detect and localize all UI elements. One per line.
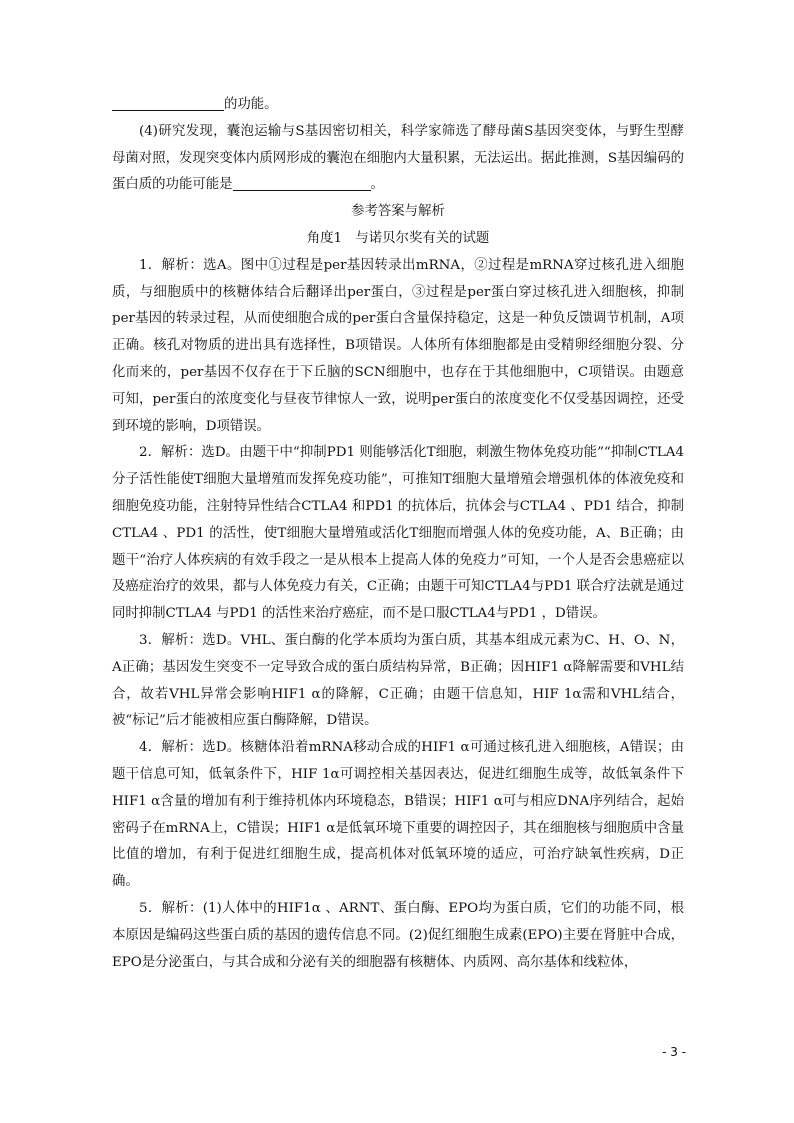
document-body	[112, 92, 684, 976]
answer-5: 5．解析：(1)人体中的HIF1α 、ARNT、蛋白酶、EPO均为蛋白质，它们的功能不同，根本原因是编码这些蛋白质的基因的遗传信息不同。(2)促红细胞生成素(EPO)主要在肾脏中合成，EPO是分泌蛋白，与其合成和分泌有关的细胞器有核糖体、内质网、高尔基体和线粒体，	[112, 900, 684, 970]
question-4: (4)研究发现，囊泡运输与S基因密切相关，科学家筛选了酵母菌S基因突变体，与野生型酵母菌对照，发现突变体内质网形成的囊泡在细胞内大量积累，无法运出。据此推测，S基因编码的蛋白质的功能可能是 。	[112, 123, 684, 193]
answer-4: 4．解析：选D。核糖体沿着mRNA移动合成的HIF1 α可通过核孔进入细胞核，A错误；由题干信息可知，低氧条件下，HIF 1α可调控相关基因表达，促进红细胞生成等，故低氧条件下HIF1 α含量的增加有利于维持机体内环境稳态，B错误；HIF1 α可与相应DNA序列结合，起始密码子在mRNA上，C错误；HIF1 α是低氧环境下重要的调控因子，其在细胞核与细胞质中含量比值的增加，有利于促进红细胞生成，提高机体对低氧环境的适应，可治疗缺氧性疾病，D正确。	[112, 740, 684, 890]
answer-3: 3．解析：选D。VHL、蛋白酶的化学本质均为蛋白质，其基本组成元素为C、H、O、N，A正确；基因发生突变不一定导致合成的蛋白质结构异常，B正确；因HIF1 α降解需要和VHL结合，故若VHL异常会影响HIF1 α的降解，C正确；由题干信息知，HIF 1α需和VHL结合，被“标记”后才能被相应蛋白酶降解，D错误。	[112, 632, 684, 729]
answer-1: 1．解析：选A。图中①过程是per基因转录出mRNA，②过程是mRNA穿过核孔进入细胞质，与细胞质中的核糖体结合后翻译出per蛋白，③过程是per蛋白穿过核孔进入细胞核，抑制per基因的转录过程，从而使细胞合成的per蛋白含量保持稳定，这是一种负反馈调节机制，A项正确。核孔对物质的进出具有选择性，B项错误。人体所有体细胞都是由受精卵经细胞分裂、分化而来的，per基因不仅存在于下丘脑的SCN细胞中，也存在于其他细胞中，C项错误。由题意可知，per蛋白的浓度变化与昼夜节律惊人一致，说明per蛋白的浓度变化不仅受基因调控，还受到环境的影响，D项错误。	[112, 257, 684, 434]
page-number: - 3 -	[662, 1045, 686, 1059]
answer-heading: 参考答案与解析	[351, 204, 445, 220]
answer-subheading: 角度1 与诺贝尔奖有关的试题	[306, 230, 490, 246]
question-line-tail: 的功能。	[112, 92, 684, 119]
answer-2: 2．解析：选D。由题干中“抑制PD1 则能够活化T细胞，刺激生物体免疫功能”“抑制CTLA4 分子活性能使T细胞大量增殖而发挥免疫功能”，可推知T细胞大量增殖会增强机体的体液免疫和细胞免疫功能，注射特异性结合CTLA4 和PD1 的抗体后，抗体会与CTLA4 、PD1 结合，抑制CTLA4 、PD1 的活性，使T细胞大量增殖或活化T细胞而增强人体的免疫功能，A、B正确；由题干“治疗人体疾病的有效手段之一是从根本上提高人体的免疫力”可知，一个人是否会患癌症以及癌症治疗的效果，都与人体免疫力有关，C正确；由题干可知CTLA4与PD1 联合疗法就是通过同时抑制CTLA4 与PD1 的活性来治疗癌症，而不是口服CTLA4与PD1 ，D错误。	[112, 445, 684, 622]
answer-blank	[112, 93, 224, 111]
answer-blank	[233, 173, 371, 191]
